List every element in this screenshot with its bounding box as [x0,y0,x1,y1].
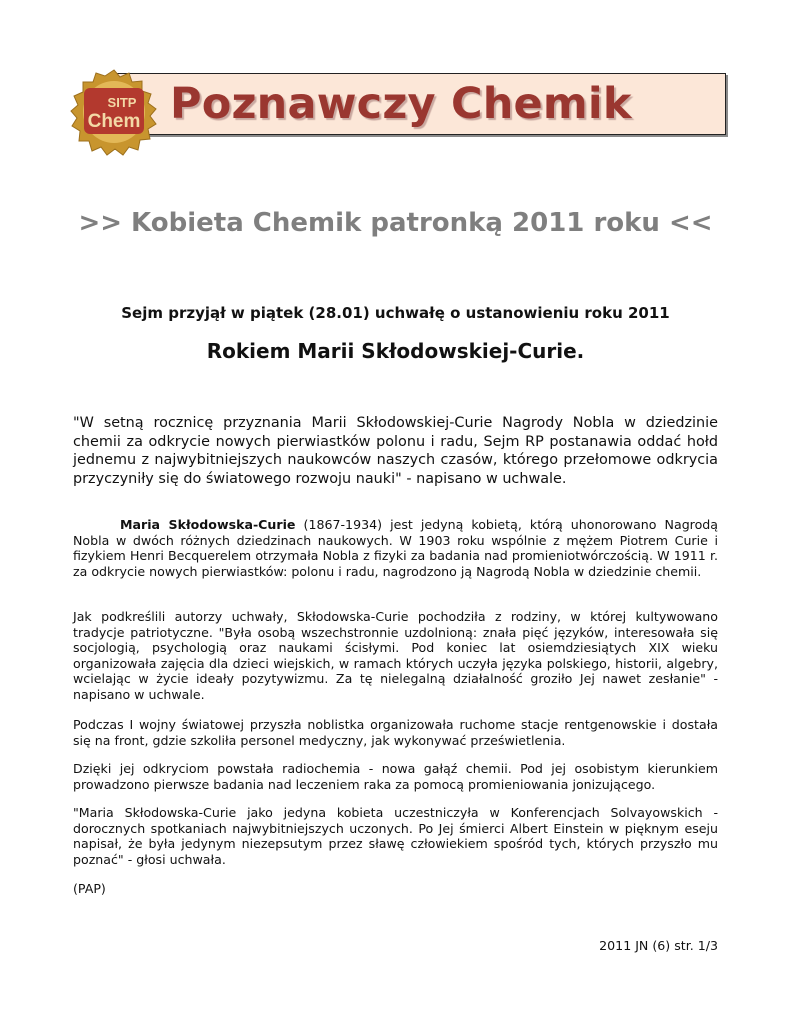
source-note: (PAP) [73,881,106,896]
logo-chem-text: Chem [87,111,141,132]
logo-sitp-text: SITP [107,95,137,110]
resolution-quote: "W setną rocznicę przyznania Marii Skłodowskiej-Curie Nagrody Nobla w dziedzinie chemii za odkrycie nowych pierwiastków polonu i radu, Sejm RP postanawia oddać hołd jednemu z najwybitniejszych naukowców naszych czasów, którego przełomowe odkrycia przyczyniły się do światowego rozwoju nauki" - napisano w uchwale. [73,415,718,487]
paragraph-solvay: "Maria Skłodowska-Curie jako jedyna kobieta uczestniczyła w Konferencjach Solvayowskich - dorocznych spotkaniach najwybitniejszych uczonych. Po Jej śmierci Albert Einstein w pięknym eseju napisał, że była jedynym niezepsutym przez sławę człowiekiem spośród tych, których przyszło mu poznać" - głosi uchwała. [73,805,718,867]
person-name: Maria Skłodowska-Curie [120,517,296,532]
article-headline: >> Kobieta Chemik patronką 2011 roku << [78,208,713,238]
paragraph-biography [73,517,718,579]
page-footer: 2011 JN (6) str. 1/3 [599,938,718,953]
lead-line-2: Rokiem Marii Skłodowskiej-Curie. [206,339,585,363]
sitp-chem-logo [70,68,158,156]
paragraph-biography-text: (1867-1934) jest jedyną kobietą, którą uhonorowano Nagrodą Nobla w dwóch różnych dziedzinach naukowych. W 1903 roku wspólnie z mężem Piotrem Curie i fizykiem Henri Becquerelem otrzymała Nobla z fizyki za badania nad promieniotwórczością. W 1911 r. za odkrycie nowych pierwiastków: polonu i radu, nagrodzono ją Nagrodą Nobla w dziedzinie chemii. [73,517,719,579]
paragraph-family: Jak podkreślili autorzy uchwały, Skłodowska-Curie pochodziła z rodziny, w której kultywowano tradycje patriotyczne. "Była osobą wszechstronnie uzdolnioną: znała pięć języków, interesowała się socjologią, psychologią oraz naukami ścisłymi. Pod koniec lat osiemdziesiątych XIX wieku organizowała zajęcia dla dzieci wiejskich, w ramach których uczyła języka polskiego, historii, algebry, wcielając w życie ideały pozytywizmu. Za tę nielegalną działalność groziło Jej nawet zesłanie" - napisano w uchwale. [73,609,718,702]
publication-title: Poznawczy Chemik [170,79,632,129]
paragraph-radiochemistry: Dzięki jej odkryciom powstała radiochemia - nowa gałąź chemii. Pod jej osobistym kierunkiem prowadzono pierwsze badania nad leczeniem raka za pomocą promieniowania jonizującego. [73,761,718,792]
lead-line-1: Sejm przyjął w piątek (28.01) uchwałę o ustanowieniu roku 2011 [121,304,670,322]
paragraph-war: Podczas I wojny światowej przyszła noblistka organizowała ruchome stacje rentgenowskie i dostała się na front, gdzie szkoliła personel medyczny, jak wykonywać prześwietlenia. [73,717,718,748]
